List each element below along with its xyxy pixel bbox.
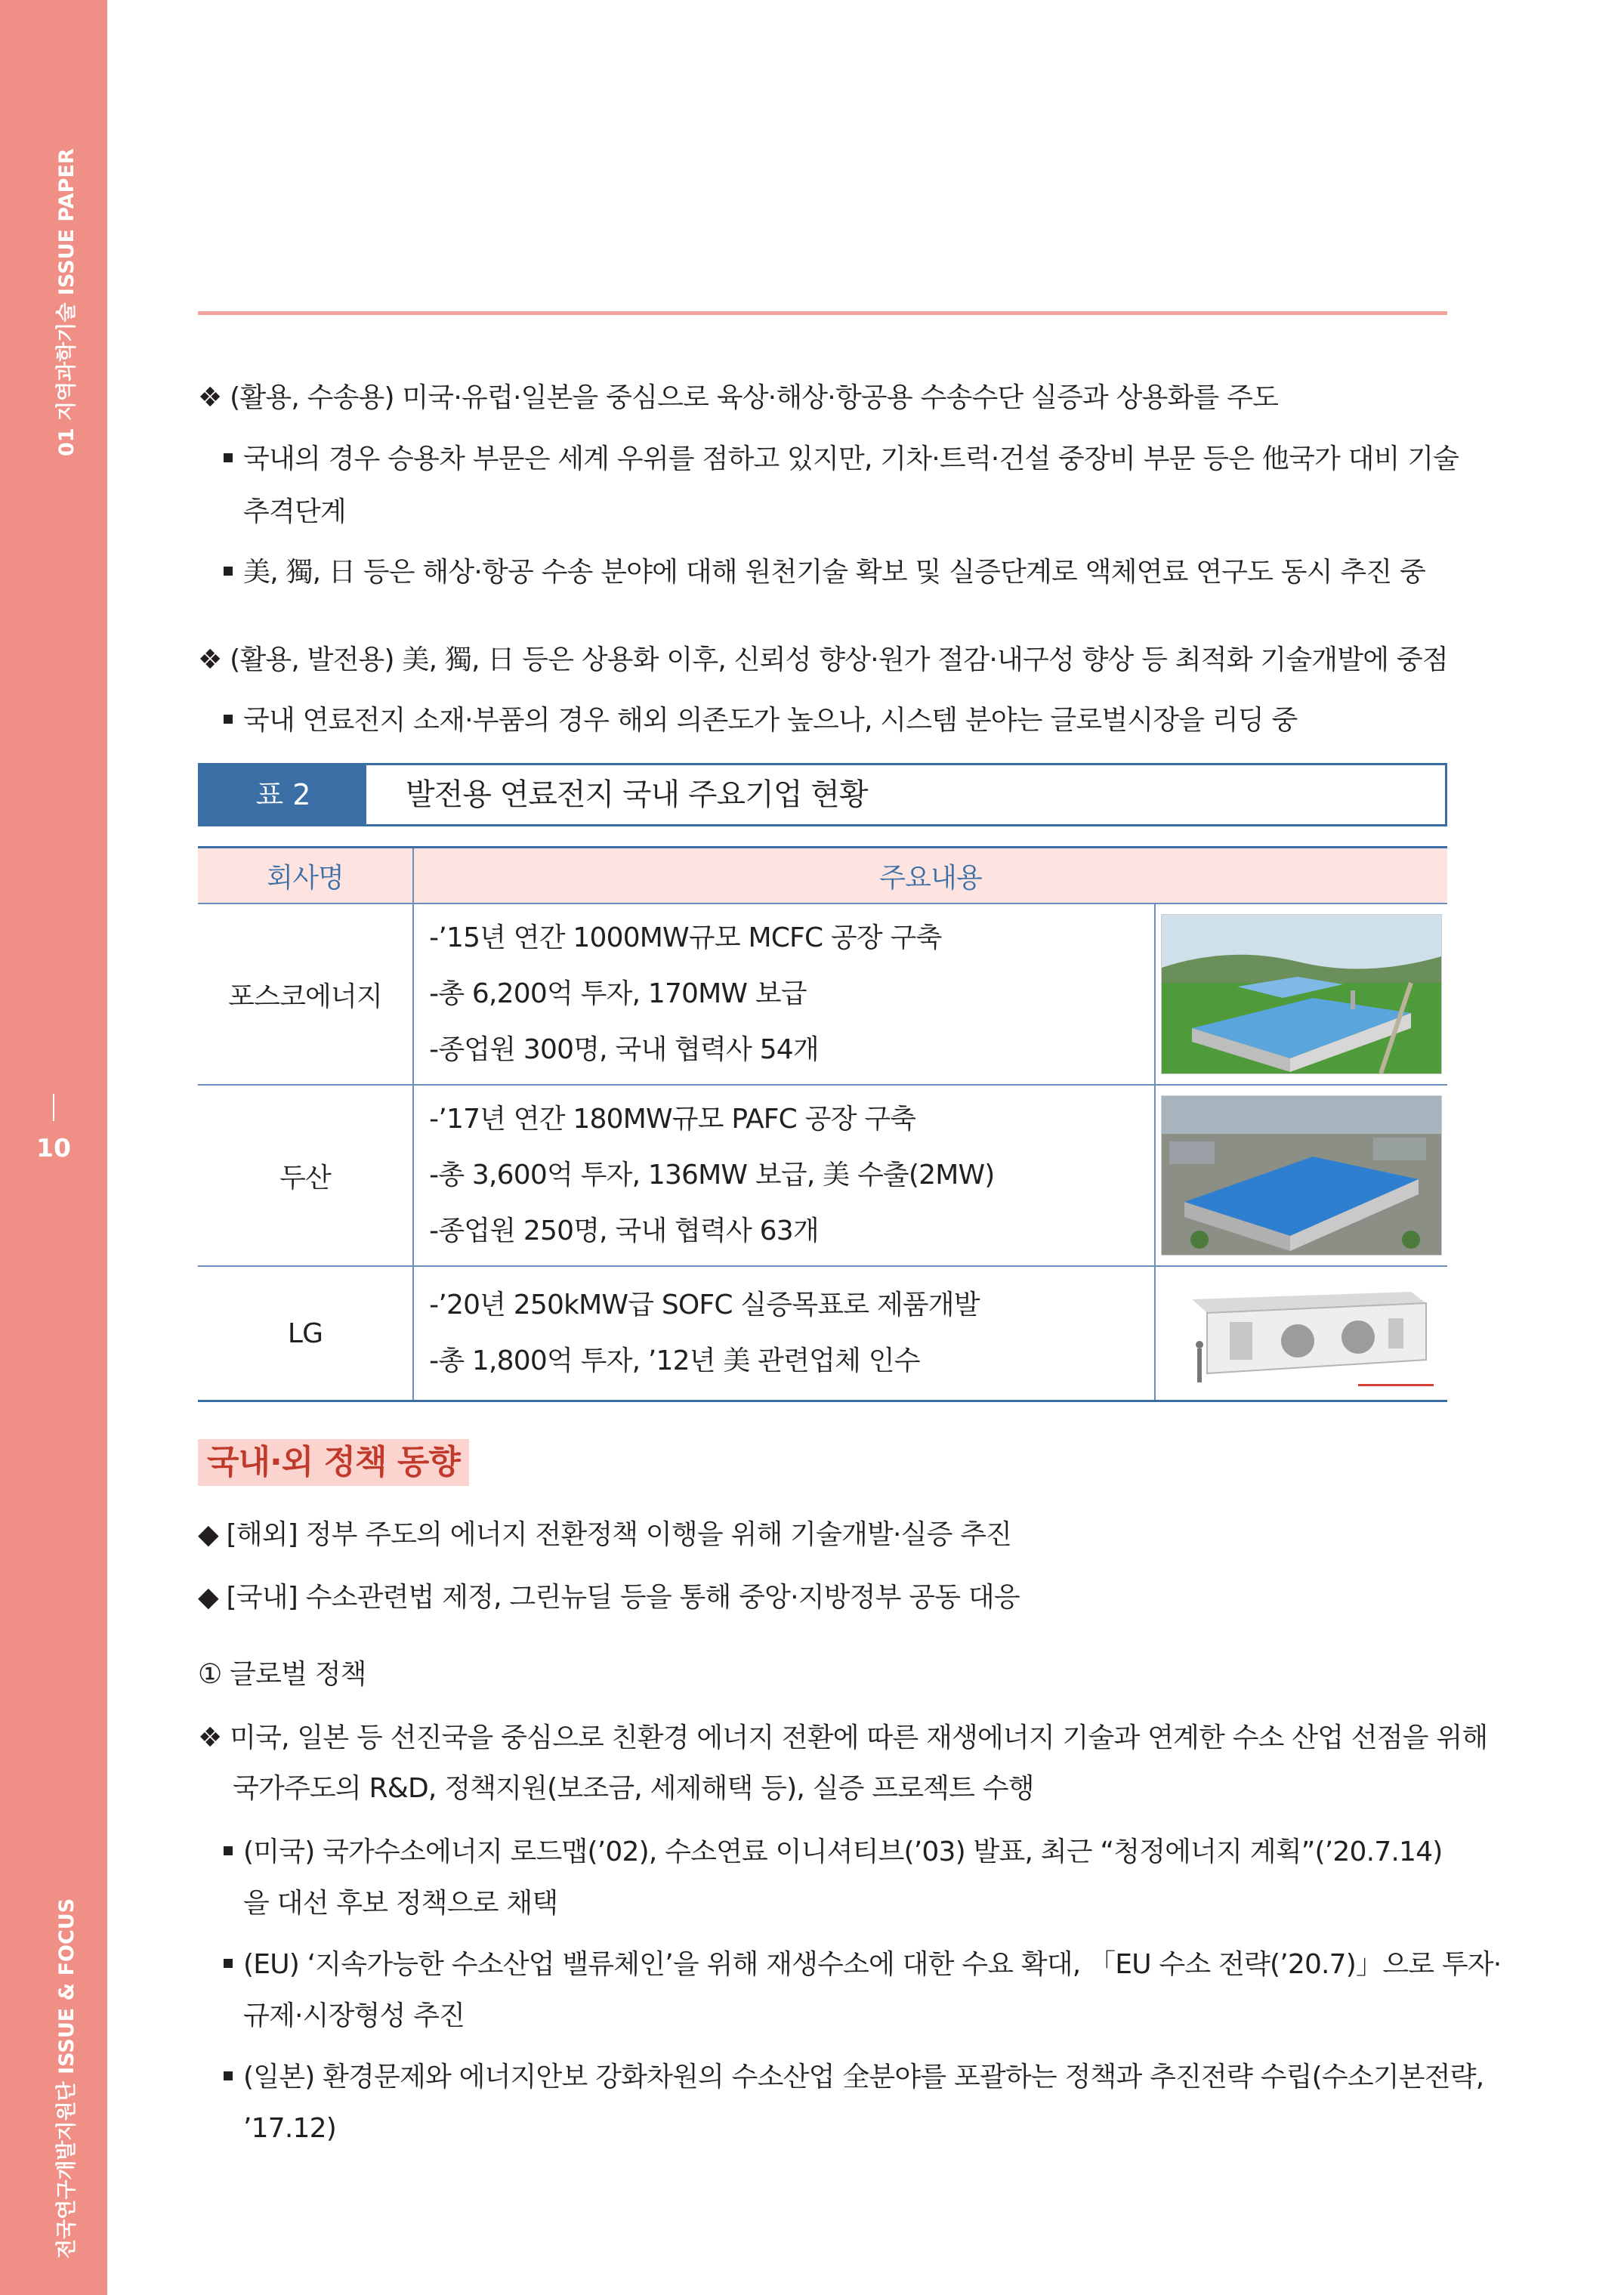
company-name: 포스코에너지	[198, 903, 413, 1085]
company-details	[413, 903, 1155, 1085]
table-row	[198, 1266, 1447, 1401]
square-bullet-icon	[224, 715, 233, 724]
top-divider	[198, 311, 1447, 315]
square-bullet-icon	[224, 2071, 233, 2080]
company-photo-cell	[1155, 903, 1447, 1085]
company-photo-cell	[1155, 1266, 1447, 1401]
bullet-transport-foreign: 美, 獨, 日 등은 해상·항공 수송 분야에 대해 원천기술 확보 및 실증단계로 액체연료 연구도 동시 추진 중	[224, 556, 1425, 589]
company-details	[413, 1266, 1155, 1401]
page-number-divider	[53, 1094, 54, 1121]
company-table	[198, 846, 1447, 1402]
detail-line: -총 3,600억 투자, 136MW 보급, 美 수출(2MW)	[429, 1160, 995, 1191]
company-photo-cell	[1155, 1085, 1447, 1266]
detail-line: -’15년 연간 1000MW규모 MCFC 공장 구축	[429, 922, 942, 953]
table-title: 발전용 연료전지 국내 주요기업 현황	[406, 777, 868, 812]
detail-line: -총 6,200억 투자, 170MW 보급	[429, 978, 807, 1009]
company-details	[413, 1085, 1155, 1266]
global-policy-subheading: ① 글로벌 정책	[198, 1659, 366, 1690]
sidebar	[0, 0, 107, 2295]
detail-line: -’20년 250kMW급 SOFC 실증목표로 제품개발	[429, 1290, 980, 1320]
square-bullet-icon	[224, 1959, 233, 1968]
square-bullet-icon	[224, 1846, 233, 1855]
paragraph-transport: ❖ (활용, 수송용) 미국·유럽·일본을 중심으로 육상·해상·항공용 수송수단 실증과 상용화를 주도	[198, 382, 1279, 413]
table-row	[198, 903, 1447, 1085]
lg-fuel-cell-unit-photo	[1162, 1277, 1441, 1390]
table-row	[198, 1085, 1447, 1266]
sidebar-series-title: 전국연구개발지원단 ISSUE & FOCUS	[55, 1898, 79, 2259]
table-number-label: 표 2	[200, 765, 366, 824]
detail-line: -종업원 300명, 국내 협력사 54개	[429, 1034, 819, 1065]
bullet-jp: (일본) 환경문제와 에너지안보 강화차원의 수소산업 全분야를 포괄하는 정책과 추진전략 수립(수소기본전략,	[224, 2061, 1484, 2094]
bullet-jp-cont: ’17.12)	[243, 2113, 336, 2144]
policy-domestic: ◆ [국내] 수소관련법 제정, 그린뉴딜 등을 통해 중앙·지방정부 공동 대응	[198, 1582, 1020, 1613]
header-content: 주요내용	[413, 848, 1447, 904]
page-number: 10	[36, 1133, 71, 1163]
table-header-row	[198, 848, 1447, 904]
policy-overseas: ◆ [해외] 정부 주도의 에너지 전환정책 이행을 위해 기술개발·실증 추진	[198, 1519, 1012, 1550]
paragraph-power: ❖ (활용, 발전용) 美, 獨, 日 등은 상용화 이후, 신뢰성 향상·원가 절감·내구성 향상 등 최적화 기술개발에 중점	[198, 644, 1448, 675]
bullet-eu: (EU) ‘지속가능한 수소산업 밸류체인’을 위해 재생수소에 대한 수요 확대, 「EU 수소 전략(’20.7)」으로 투자·	[224, 1948, 1501, 1981]
company-name: LG	[198, 1266, 413, 1401]
detail-line: -총 1,800억 투자, ’12년 美 관련업체 인수	[429, 1345, 920, 1376]
bullet-us: (미국) 국가수소에너지 로드맵(’02), 수소연료 이니셔티브(’03) 발표, 최근 “청정에너지 계획”(’20.7.14)	[224, 1836, 1442, 1869]
bullet-power-domestic: 국내 연료전지 소재·부품의 경우 해외 의존도가 높으나, 시스템 분야는 글로벌시장을 리딩 중	[224, 704, 1297, 737]
bullet-us-cont: 을 대선 후보 정책으로 채택	[243, 1888, 558, 1919]
bullet-transport-domestic: 국내의 경우 승용차 부문은 세계 우위를 점하고 있지만, 기차·트럭·건설 중장비 부문 등은 他국가 대비 기술	[224, 443, 1459, 476]
paragraph-global-cont: 국가주도의 R&D, 정책지원(보조금, 세제해택 등), 실증 프로젝트 수행	[233, 1773, 1034, 1804]
bullet-transport-domestic-cont: 추격단계	[243, 496, 346, 527]
square-bullet-icon	[224, 453, 233, 462]
table-caption	[198, 763, 1447, 826]
square-bullet-icon	[224, 567, 233, 576]
policy-section-heading: 국내·외 정책 동향	[198, 1439, 469, 1486]
sidebar-publication-title: 01 지역과학기술 ISSUE PAPER	[55, 148, 79, 456]
paragraph-global: ❖ 미국, 일본 등 선진국을 중심으로 친환경 에너지 전환에 따른 재생에너지 기술과 연계한 수소 산업 선점을 위해	[198, 1722, 1488, 1753]
detail-line: -’17년 연간 180MW규모 PAFC 공장 구축	[429, 1104, 916, 1135]
doosan-factory-aerial-photo	[1161, 1095, 1442, 1256]
detail-line: -종업원 250명, 국내 협력사 63개	[429, 1215, 819, 1246]
bullet-eu-cont: 규제·시장형성 추진	[243, 2000, 465, 2031]
company-name: 두산	[198, 1085, 413, 1266]
posco-factory-aerial-photo	[1161, 914, 1442, 1074]
header-company: 회사명	[198, 848, 413, 904]
